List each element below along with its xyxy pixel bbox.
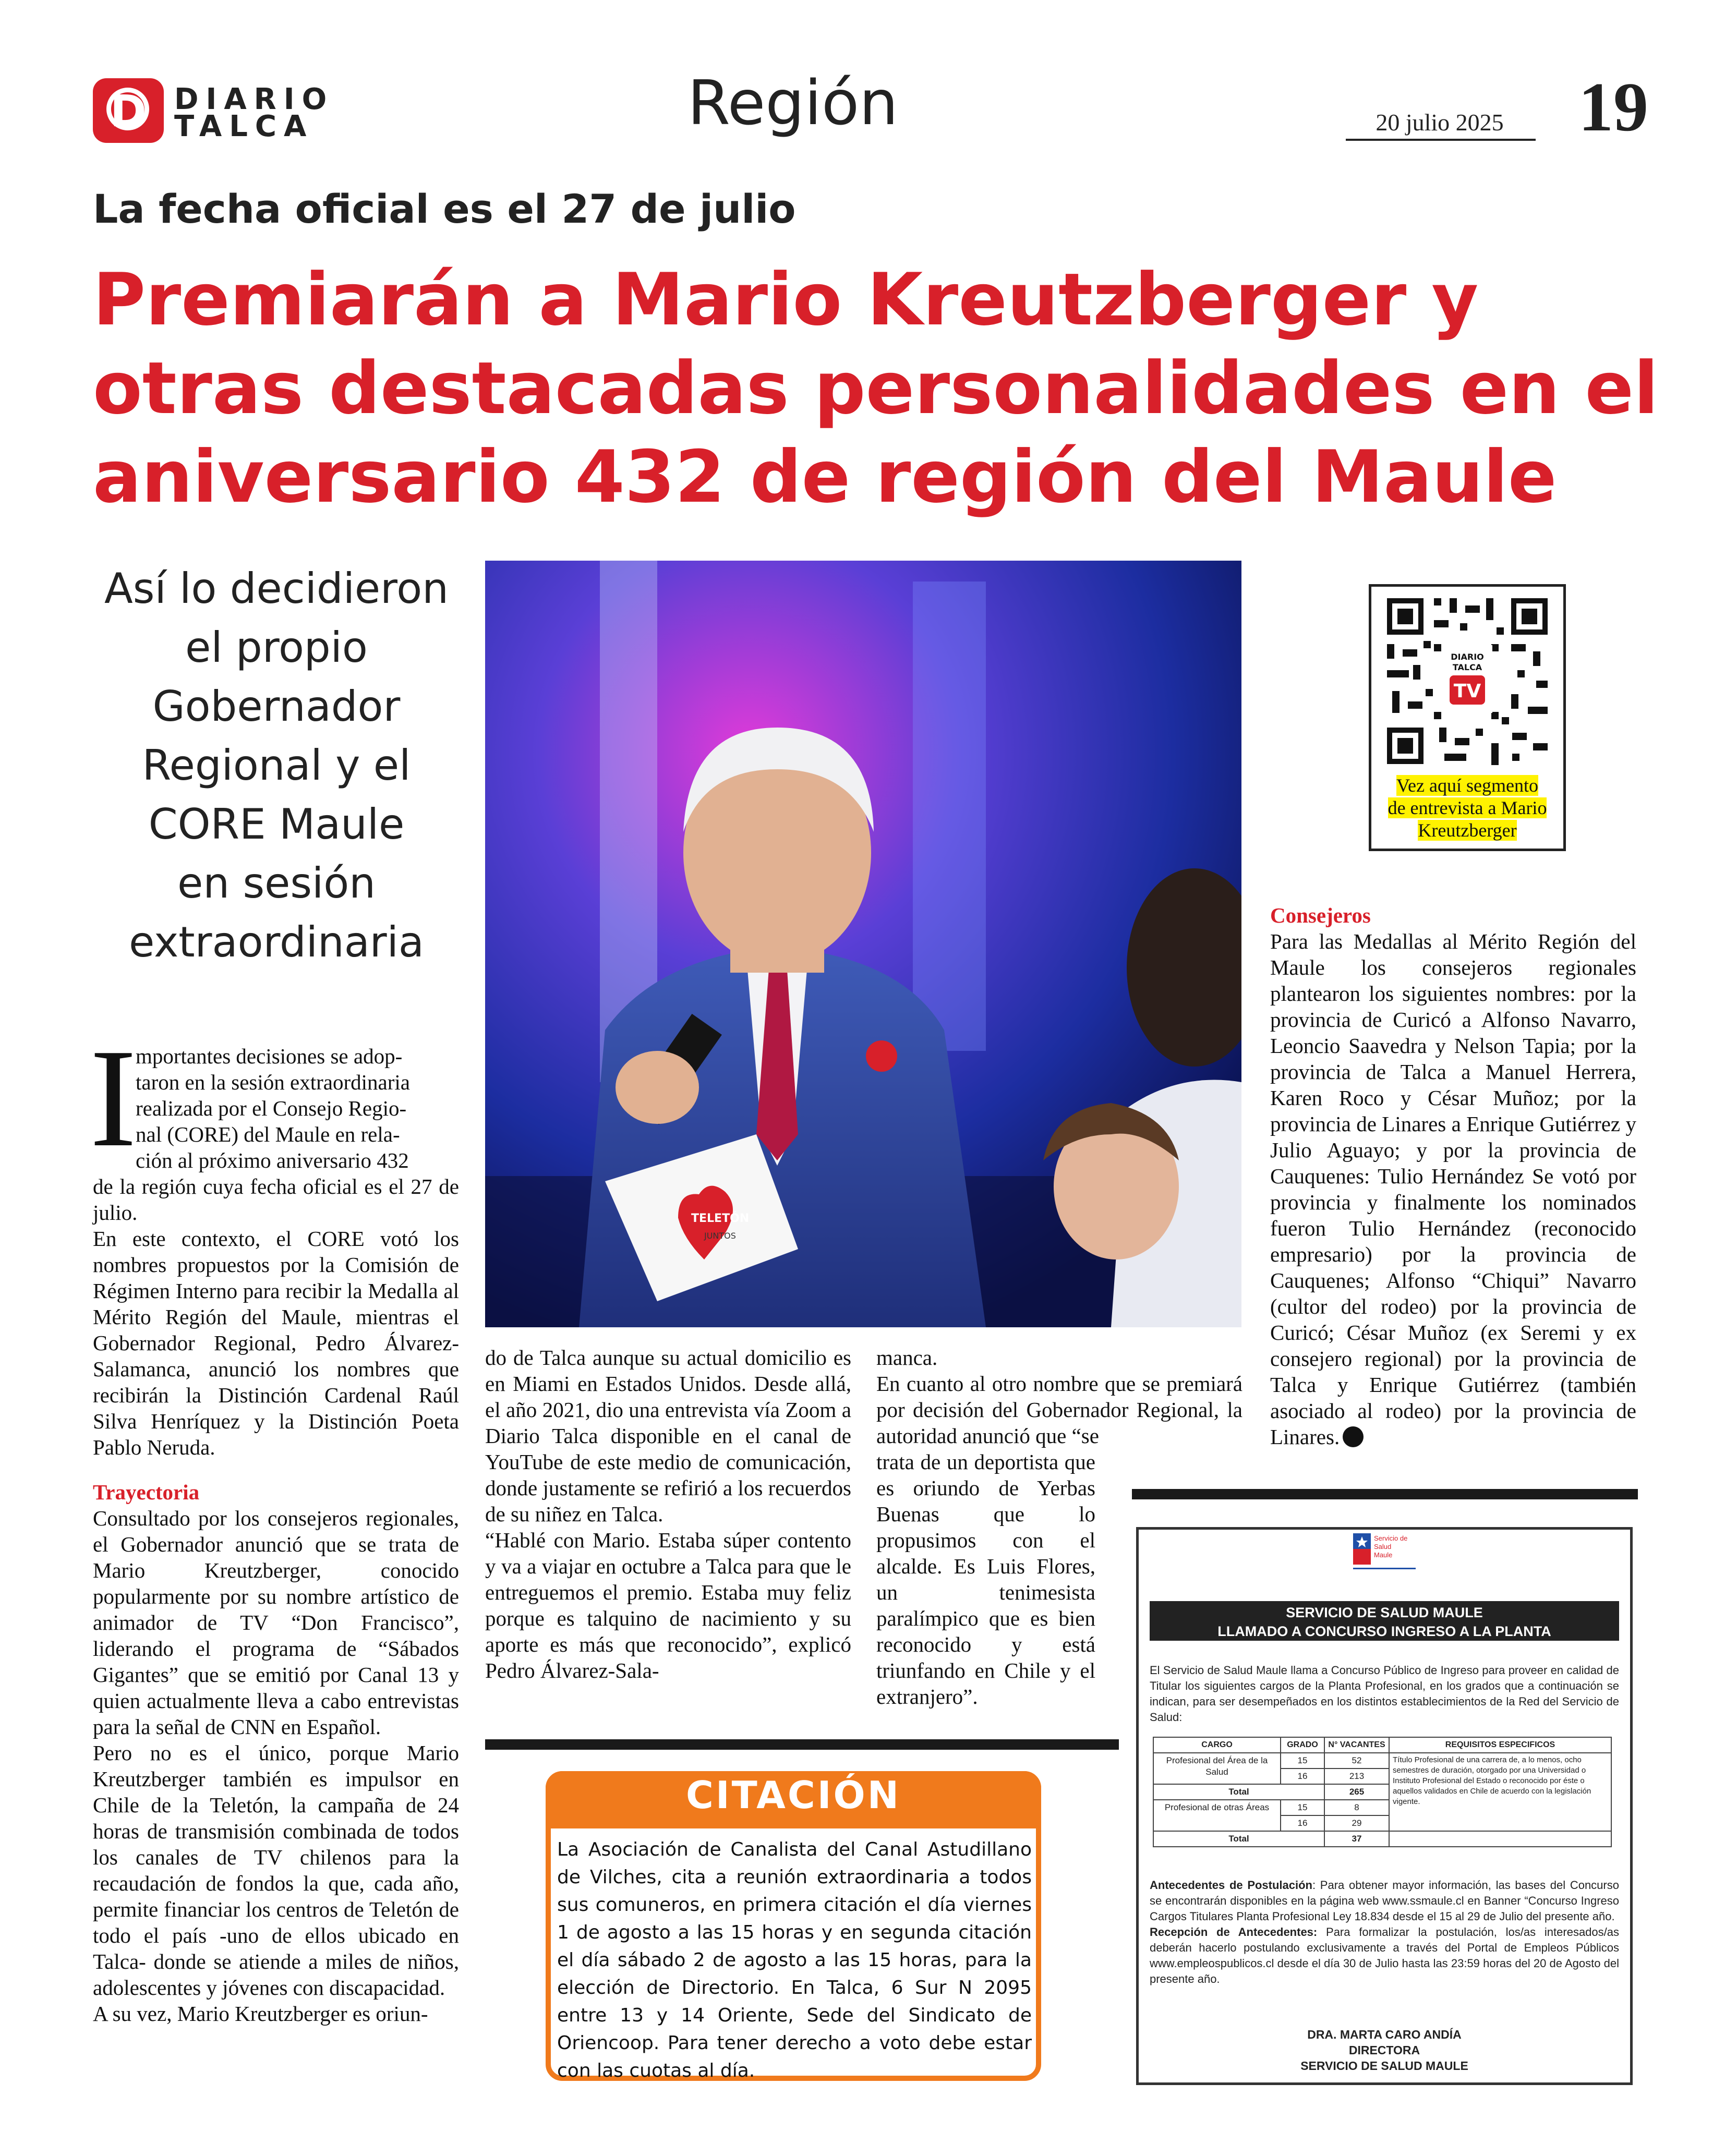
table-header-cell: GRADO <box>1281 1737 1324 1753</box>
table-cell: 213 <box>1324 1769 1389 1784</box>
qr-caption-line: Kreutzberger <box>1418 820 1517 841</box>
ad-recepcion-text: Para formalizar la postulación, los/as interesados/as deberán hacerlo postulando exclusivamente a través del Portal de Empleos Públicos www.empleospublicos.cl desde el día 30 de Julio hasta las 23:59 horas del 20 de Agosto del presente año. <box>1150 1925 1619 1985</box>
table-row <box>1153 1753 1611 1769</box>
deck-line: extraordinaria <box>129 918 424 966</box>
table-cell: Profesional del Área de la Salud <box>1153 1753 1281 1784</box>
table-cell <box>1389 1831 1611 1847</box>
brand-name-line2: TALCA <box>174 110 314 143</box>
qr-code-icon <box>1371 587 1563 774</box>
signature-line: DIRECTORA <box>1348 2043 1420 2057</box>
page-number: 19 <box>1578 68 1648 146</box>
ad-recepcion-label: Recepción de Antecedentes: <box>1150 1925 1318 1939</box>
lead-line: nal (CORE) del Maule en rela- <box>136 1122 400 1146</box>
paragraph: do de Talca aunque su actual domicilio es en Miami en Estados Unidos. Desde allá, el año 2021, dio una entrevista vía Zoom a Diario Talca disponible en el canal de YouTube de este medio de comunicación, donde justamente se refirió a los recuerdos de su niñez en Talca. <box>485 1346 851 1526</box>
ad-title-line: LLAMADO A CONCURSO INGRESO A LA PLANTA <box>1217 1624 1551 1639</box>
photo-badge-text: TELETÓN <box>691 1212 750 1225</box>
deck-line: en sesión <box>177 859 376 907</box>
qr-badge-top: DIARIO <box>1451 652 1484 662</box>
table-cell: 15 <box>1281 1800 1324 1815</box>
paragraph: A su vez, Mario Kreutzberger es oriun- <box>93 2002 428 2026</box>
table-cell: 265 <box>1324 1784 1389 1800</box>
headline-line: aniversario 432 de región del Maule <box>93 435 1557 519</box>
citacion-body: La Asociación de Canalista del Canal Astudillano de Vilches, cita a reunión extraordinaria a todos sus comuneros, en primera citación el día viernes 1 de agosto a las 15 horas y en segunda citación el día sábado 2 de agosto a las 15 horas, para la elección de Directorio. En Talca, 6 Sur N 2095 entre 13 y 14 Oriente, Sede del Sindicato de Oriencoop. Para tener derecho a voto debe estar con las cuotas al día. <box>557 1839 1032 2081</box>
paragraph: Consultado por los consejeros regionales, el Gobernador anunció que se trata de Mario Kreutzberger, conocido popularmente por su nombre artístico de animador de TV “Don Francisco”, liderando el programa de “Sábados Gigantes” que se emitió por Canal 13 y quien actualmente lleva a cabo entrevistas para la señal de CNN en Español. <box>93 1506 459 1739</box>
ad-antecedentes-text: : Para obtener mayor información, las bases del Concurso se encontrarán disponibles en la página web www.ssmaule.cl en Banner “Concurso Ingreso Cargos Titulares Planta Profesional Ley 18.834 desde el 15 al 29 de Julio del presente año. <box>1150 1879 1619 1923</box>
paragraph: manca. <box>876 1346 938 1370</box>
deck-line: el propio <box>185 623 368 672</box>
ad-antecedentes-label: Antecedentes de Postulación <box>1150 1879 1312 1892</box>
lead-line: realizada por el Consejo Regio- <box>136 1096 407 1120</box>
table-cell: 16 <box>1281 1769 1324 1784</box>
ad-logo-text: Salud <box>1374 1543 1392 1551</box>
paragraph: “Hablé con Mario. Estaba súper contento y va a viajar en octubre a Talca para que le entreguemos el premio. Estaba muy feliz porque es talquino de nacimiento y su aporte es más que reconocido”, explicó Pedro Álvarez-Sala- <box>485 1528 851 1682</box>
table-row <box>1153 1831 1611 1847</box>
paragraph-text: Para las Medallas al Mérito Región del Maule los consejeros regionales plantearon los siguientes nombres: por la provincia de Curicó a Alfonso Navarro, Leoncio Saavedra y Nelson Tapia; por la provincia de Talca a Manuel Herrera, Karen Roco y César Muñoz; por la provincia de Linares a Enrique Gutiérrez y Julio Aguayo; y por la provincia de Cauquenes: Tulio Hernández Se votó por provincia y finalmente los nominados fueron Tulio Hernández (reconocido empresario) por la provincia de Cauquenes; Alfonso “Chiqui” Navarro (cultor del rodeo) por la provincia de Curicó; César Muñoz (ex Seremi y ex consejero regional) por la provincia de Talca y Enrique Gutiérrez (también asociado al rodeo) por la provincia de Linares. <box>1270 929 1636 1449</box>
article-photo <box>485 561 1241 1327</box>
salud-maule-logo <box>1348 1531 1421 1589</box>
table-header-row <box>1153 1737 1611 1753</box>
deck-line: Regional y el <box>142 741 411 790</box>
table-header-cell: N° VACANTES <box>1324 1737 1389 1753</box>
table-cell: 37 <box>1324 1831 1389 1847</box>
signature-line: SERVICIO DE SALUD MAULE <box>1300 2059 1468 2073</box>
ad-logo-text: Servicio de <box>1374 1534 1408 1542</box>
citacion-title: CITACIÓN <box>686 1773 901 1817</box>
paragraph: de la región cuya fecha oficial es el 27 de julio. <box>93 1174 459 1225</box>
paragraph: Pero no es el único, porque Mario Kreutzberger también es impulsor en Chile de la Teletón, la campaña de 24 horas de transmisión combinada de todos los canales de TV chilenos para la recaudación de fondos la que, cada año, permite financiar los centros de Teletón de todo el país -uno de ellos ubicado en Talca- donde se atiende a miles de niños, adolescentes y jóvenes con discapacidad. <box>93 1741 459 2000</box>
deck-line: CORE Maule <box>148 800 405 849</box>
divider-rule <box>485 1739 1119 1750</box>
table-cell: Total <box>1153 1784 1324 1800</box>
photo-illustration <box>485 561 1241 1327</box>
photo-badge-sub: JUNTOS <box>704 1231 736 1241</box>
ad-logo-text: Maule <box>1374 1551 1393 1559</box>
ad-requirements <box>1150 1878 1619 1987</box>
vacancies-table <box>1153 1737 1612 1847</box>
article-column-1 <box>93 1043 459 2027</box>
article-column-4 <box>1270 902 1636 1450</box>
paragraph: En este contexto, el CORE votó los nombres propuestos por la Comisión de Régimen Interno para recibir la Medalla al Mérito Región del Maule, mientras el Gobernador Regional, Pedro Álvarez-Salamanca, anunció los nombres que recibirán la Distinción Cardenal Raúl Silva Henríquez y la Distinción Poeta Pablo Neruda. <box>93 1227 459 1459</box>
chile-flag-logo-icon <box>1348 1531 1421 1589</box>
headline-line: otras destacadas personalidades en el <box>93 346 1659 430</box>
subhead-trayectoria: Trayectoria <box>93 1480 200 1504</box>
deck-line: Así lo decidieron <box>104 564 449 613</box>
table-cell: 29 <box>1324 1815 1389 1831</box>
ad-intro: El Servicio de Salud Maule llama a Concurso Público de Ingreso para proveer en calidad de Titular los siguientes cargos de la Planta Profesional, en los grados que a continuación se indican, para ser desempeñados en los distintos establecimientos de la Red del Servicio de Salud: <box>1150 1664 1619 1724</box>
table-cell: Profesional de otras Áreas <box>1153 1800 1281 1831</box>
table-cell: 15 <box>1281 1753 1324 1769</box>
divider-rule <box>1132 1489 1638 1499</box>
article-deck <box>78 559 475 972</box>
lead-line: mportantes decisiones se adop- <box>136 1044 403 1068</box>
end-mark-icon <box>1343 1426 1364 1447</box>
paragraph: trata de un deportista que es oriundo de Yerbas Buenas que lo propusimos con el alcalde. Es Luis Flores, un tenimesista paralímpico que es bien reconocido y está triunfando en Chile y el extranjero”. <box>876 1450 1095 1709</box>
article-column-2 <box>485 1345 851 1683</box>
lead-line: ción al próximo aniversario 432 <box>136 1148 409 1172</box>
qr-caption-line: de entrevista a Mario <box>1388 797 1547 818</box>
qr-badge-tv: TV <box>1453 681 1481 702</box>
ad-title-line: SERVICIO DE SALUD MAULE <box>1286 1605 1483 1620</box>
signature-line: DRA. MARTA CARO ANDÍA <box>1307 2028 1462 2041</box>
paragraph: En cuanto al otro nombre que se premiará por decisión del Gobernador Regional, la autoridad anunció que “se <box>876 1372 1243 1448</box>
headline-line: Premiarán a Mario Kreutzberger y <box>93 258 1479 342</box>
article-column-3 <box>876 1345 1243 1710</box>
ad-signature <box>1150 2027 1619 2074</box>
table-cell: Título Profesional de una carrera de, a lo menos, ocho semestres de duración, otorgado por una Universidad o Instituto Profesional del Estado o reconocido por éste o aquellos validados en Chile de acuerdo con la legislación vigente. <box>1389 1753 1611 1831</box>
table-cell: 8 <box>1324 1800 1389 1815</box>
table-cell: 16 <box>1281 1815 1324 1831</box>
article-kicker: La fecha oficial es el 27 de julio <box>93 186 796 232</box>
qr-badge-mid: TALCA <box>1452 662 1482 672</box>
deck-line: Gobernador <box>152 682 401 731</box>
subhead-consejeros: Consejeros <box>1270 903 1371 927</box>
ad-title <box>1150 1601 1619 1641</box>
logo-letter: D <box>110 86 147 137</box>
diario-talca-logo-mark <box>93 78 164 143</box>
issue-date: 20 julio 2025 <box>1376 109 1504 136</box>
article-headline <box>93 256 1658 522</box>
brand-name-line1: DIARIO <box>174 82 334 116</box>
ad-recepcion <box>1150 1924 1619 1987</box>
table-header-cell: REQUISITOS ESPECIFICOS <box>1389 1737 1611 1753</box>
qr-caption-line: Vez aquí segmento <box>1396 775 1538 796</box>
table-cell: 52 <box>1324 1753 1389 1769</box>
table-header-cell: CARGO <box>1153 1737 1281 1753</box>
lead-line: taron en la sesión extraordinaria <box>136 1070 410 1094</box>
drop-cap: I <box>90 1020 137 1176</box>
section-title: Región <box>687 67 898 139</box>
date-underline <box>1346 139 1536 141</box>
qr-caption <box>1377 774 1558 842</box>
table-cell: Total <box>1153 1831 1324 1847</box>
ad-antecedentes <box>1150 1878 1619 1924</box>
paragraph <box>1270 928 1636 1450</box>
